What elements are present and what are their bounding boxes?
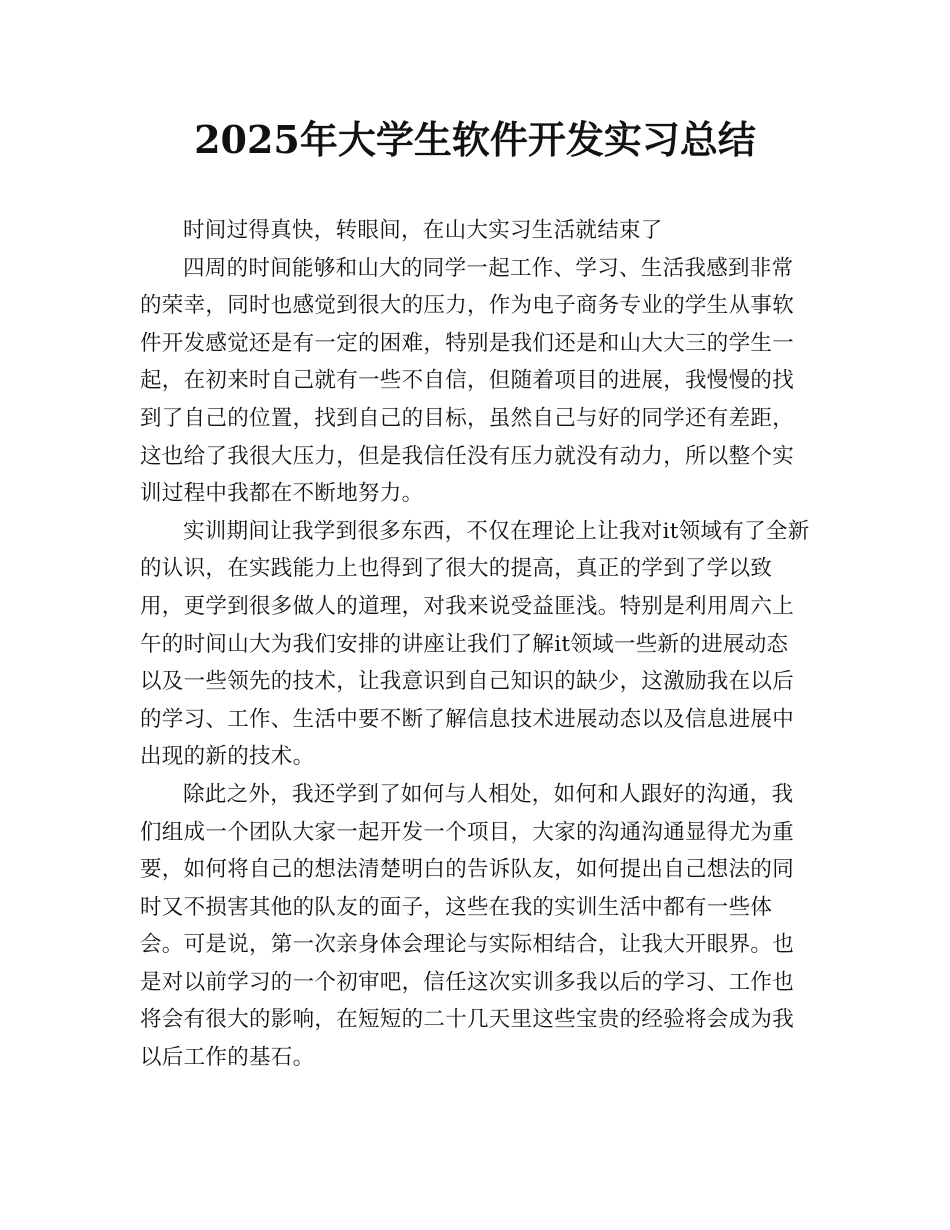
paragraph-3: 实训期间让我学到很多东西，不仅在理论上让我对it领域有了全新的认识，在实践能力上也得到了很大的提高，真正的学到了学以致用，更学到很多做人的道理，对我来说受益匪浅。特别是利用周六上午的时间山大为我们安排的讲座让我们了解it领域一些新的进展动态以及一些领先的技术，让我意识到自己知识的缺少，这激励我在以后的学习、工作、生活中要不断了解信息技术进展动态以及信息进展中出现的新的技术。 — [140, 518, 810, 770]
paragraph-2: 四周的时间能够和山大的同学一起工作、学习、生活我感到非常的荣幸，同时也感觉到很大的压力，作为电子商务专业的学生从事软件开发感觉还是有一定的困难，特别是我们还是和山大大三的学生一起，在初来时自己就有一些不自信，但随着项目的进展，我慢慢的找到了自己的位置，找到自己的目标，虽然自己与好的同学还有差距，这也给了我很大压力，但是我信任没有压力就没有动力，所以整个实训过程中我都在不断地努力。 — [140, 255, 795, 507]
document-body — [140, 212, 810, 1077]
paragraph-4: 除此之外，我还学到了如何与人相处，如何和人跟好的沟通，我们组成一个团队大家一起开发一个项目，大家的沟通沟通显得尤为重要，如何将自己的想法清楚明白的告诉队友，如何提出自己想法的同时又不损害其他的队友的面子，这些在我的实训生活中都有一些体会。可是说，第一次亲身体会理论与实际相结合，让我大开眼界。也是对以前学习的一个初审吧，信任这次实训多我以后的学习、工作也将会有很大的影响，在短短的二十几天里这些宝贵的经验将会成为我以后工作的基石。 — [140, 781, 795, 1071]
paragraph-1: 时间过得真快，转眼间，在山大实习生活就结束了 — [183, 218, 663, 243]
document-title: 2025年大学生软件开发实习总结 — [194, 117, 756, 162]
